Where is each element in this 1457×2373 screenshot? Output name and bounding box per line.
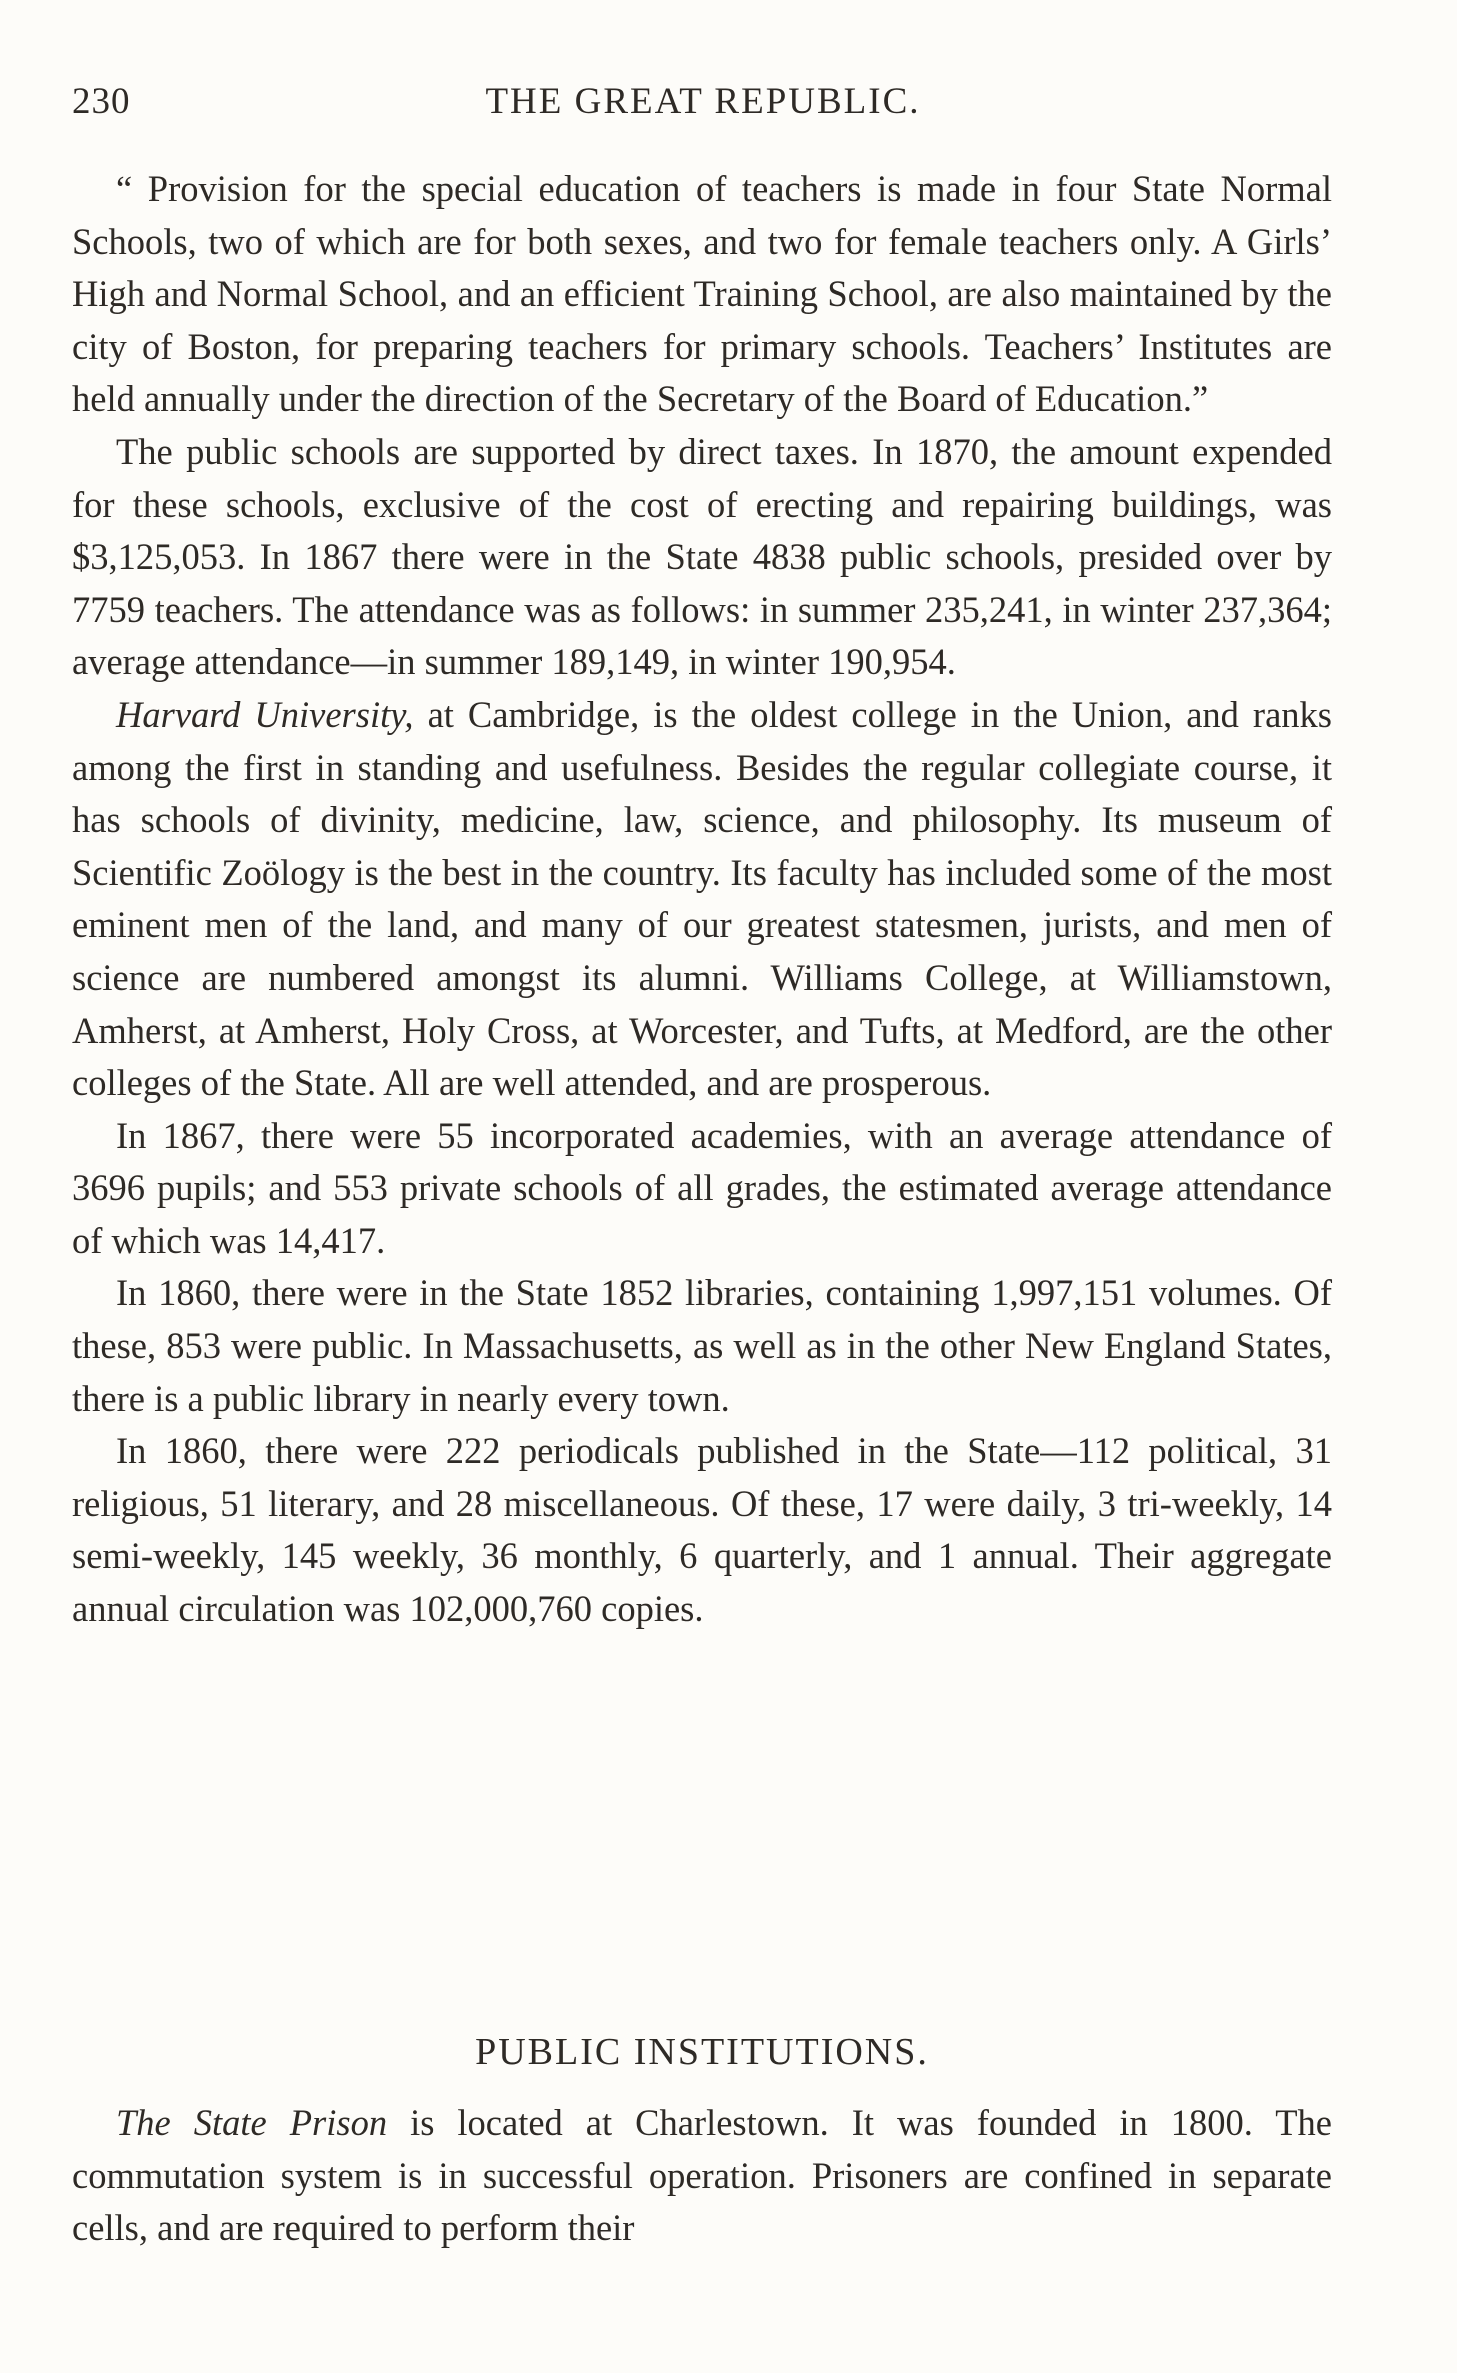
section-heading: PUBLIC INSTITUTIONS.: [475, 2031, 929, 2073]
paragraph-text: “ Provision for the special education of teachers is made in four State Normal Schools, two of which are for both sexes, and two for female teachers only. A Girls’ High and Normal School, and an efficient Training School, are also maintained by the city of Boston, for preparing teachers for primary schools. Teachers’ Institutes are held annually under the direction of the Secretary of the Board of Education.”: [72, 168, 1332, 420]
paragraph-periodicals: [72, 1425, 1332, 1635]
body-text: [72, 163, 1332, 1636]
paragraph-text: In 1867, there were 55 incorporated academies, with an average attendance of 3696 pupils; and 553 private schools of all grades, the estimated average attendance of which was 14,417.: [72, 1114, 1332, 1261]
paragraph-state-prison: [72, 2097, 1332, 2255]
italic-lead: The State Prison: [116, 2102, 388, 2143]
page-number: 230: [72, 81, 131, 122]
paragraph-text: is located at Charlestown. It was founded in 1800. The commutation system is in successful operation. Prisoners are confined in separate cells, and are required to perform their: [72, 2102, 1332, 2249]
paragraph-text: In 1860, there were 222 periodicals published in the State—112 political, 31 religious, 51 literary, and 28 miscellaneous. Of these, 17 were daily, 3 tri-weekly, 14 semi-weekly, 145 weekly, 36 monthly, 6 quarterly, and 1 annual. Their aggregate annual circulation was 102,000,760 copies.: [72, 1430, 1332, 1630]
paragraph-public-schools: [72, 426, 1332, 689]
italic-lead: Harvard University,: [116, 693, 414, 735]
running-head: [72, 80, 1334, 130]
paragraph-academies: [72, 1110, 1332, 1268]
paragraph-libraries: [72, 1267, 1332, 1425]
paragraph-normal-schools: [72, 163, 1332, 426]
paragraph-text: In 1860, there were in the State 1852 libraries, containing 1,997,151 volumes. Of these, 853 were public. In Massachusetts, as well as in the other New England States, there is a public library in nearly every town.: [72, 1272, 1332, 1419]
paragraph-text: at Cambridge, is the oldest college in the Union, and ranks among the first in standing and usefulness. Besides the regular collegiate course, it has schools of divinity, medicine, law, science, and philosophy. Its museum of Scientific Zoölogy is the best in the country. Its faculty has included some of the most eminent men of the land, and many of our greatest statesmen, jurists, and men of science are numbered amongst its alumni. Williams College, at Williamstown, Amherst, at Amherst, Holy Cross, at Worcester, and Tufts, at Medford, are the other colleges of the State. All are well attended, and are prosperous.: [72, 693, 1332, 1104]
paragraph-text: The public schools are supported by direct taxes. In 1870, the amount expended for these schools, exclusive of the cost of erecting and repairing buildings, was $3,125,053. In 1867 there were in the State 4838 public schools, presided over by 7759 teachers. The attendance was as follows: in summer 235,241, in winter 237,364; average attendance—in summer 189,149, in winter 190,954.: [72, 430, 1332, 683]
section-body-text: [72, 2097, 1332, 2255]
running-title: THE GREAT REPUBLIC.: [485, 81, 921, 122]
paragraph-harvard: [72, 689, 1332, 1110]
